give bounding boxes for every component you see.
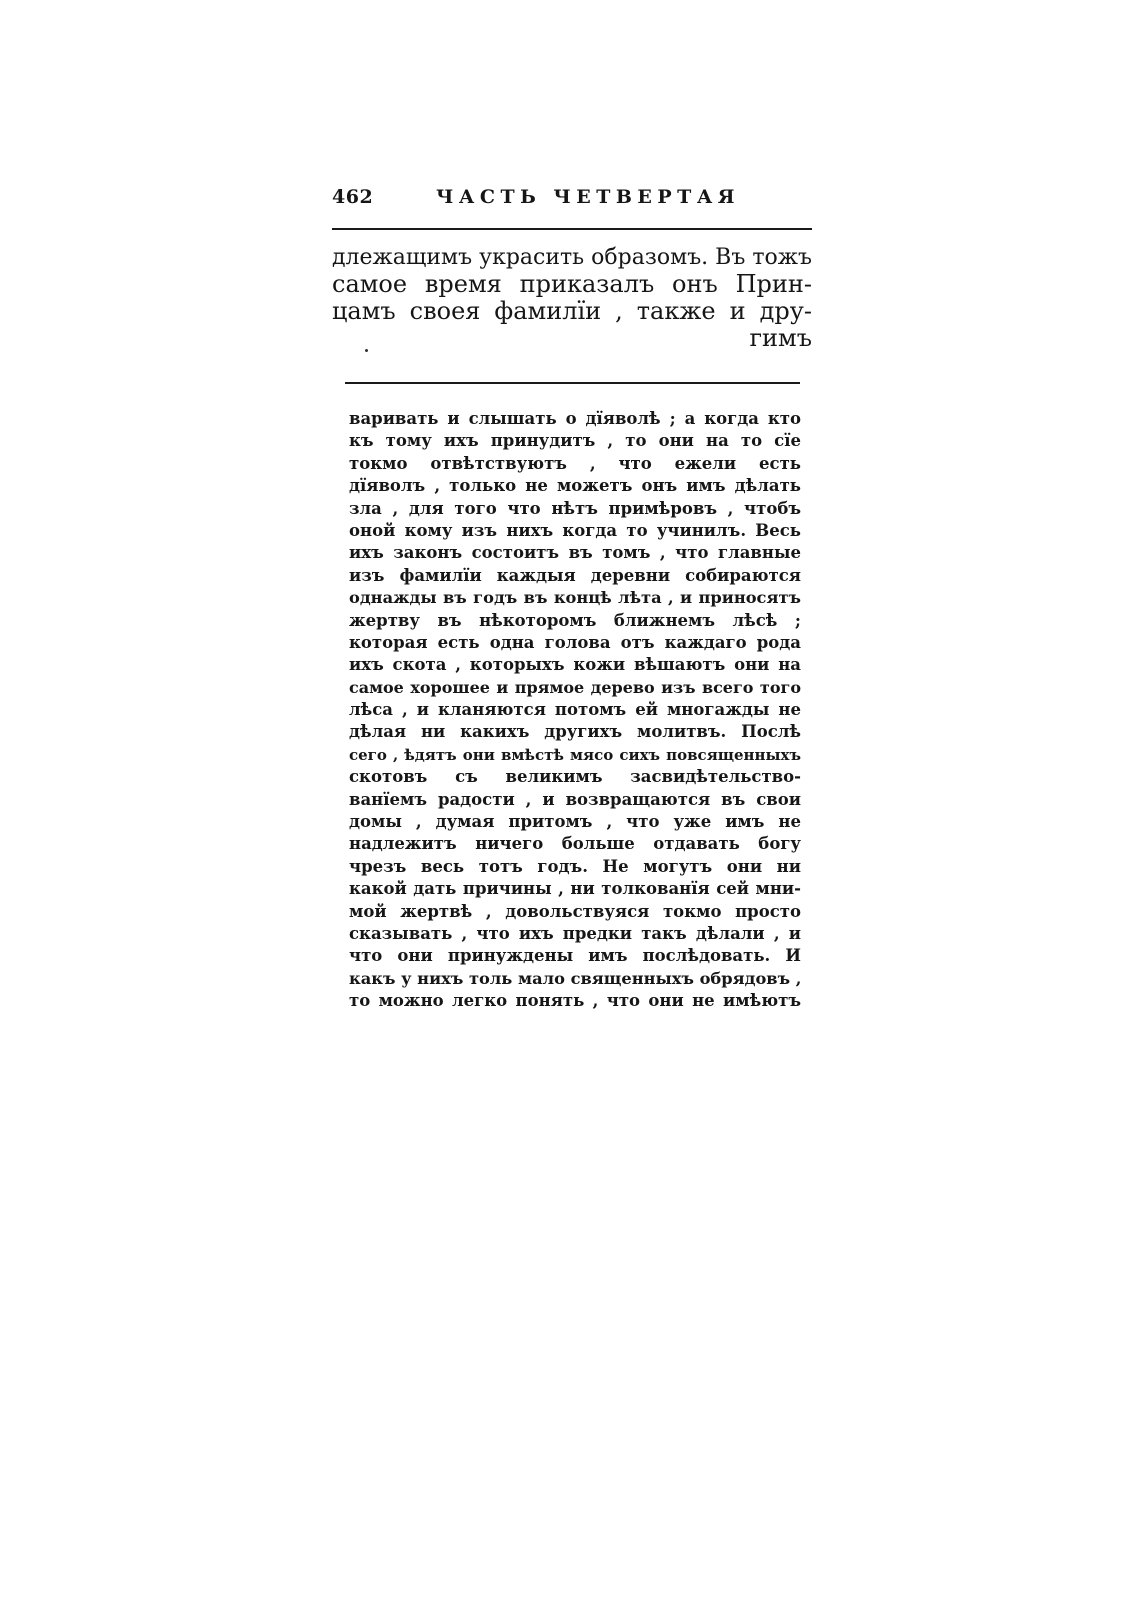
body-text-line: то можно легко понять , что они не имѣютъ	[349, 991, 801, 1011]
upper-text-line: гимъ	[749, 324, 812, 352]
body-text-line: мой жертвѣ , довольствуяся токмо просто	[349, 901, 801, 921]
running-head	[332, 186, 812, 216]
ink-speck	[365, 349, 368, 352]
body-text-line: сего , ѣдятъ они вмѣстѣ мясо сихъ повсященныхъ	[349, 745, 801, 764]
body-text-line: самое хорошее и прямое дерево изъ всего того	[349, 677, 801, 697]
body-text-line: скотовъ съ великимъ засвидѣтельство-	[349, 767, 801, 787]
body-text-line: домы , думая притомъ , что уже имъ не	[349, 812, 801, 832]
upper-text-line: длежащимъ украсить образомъ. Въ тожъ	[332, 245, 812, 270]
body-text-line: сказывать , что ихъ предки такъ дѣлали , и	[349, 923, 801, 943]
body-text-line: ихъ скота , которыхъ кожи вѣшаютъ они на	[349, 655, 801, 675]
body-text-line: зла , для того что нѣтъ примѣровъ , чтобъ	[349, 498, 801, 518]
body-text-line: жертву въ нѣкоторомъ ближнемъ лѣсѣ ;	[349, 610, 801, 630]
body-text-line: какъ у нихъ толь мало священныхъ обрядовъ ,	[349, 968, 801, 988]
body-text-line: варивать и слышать о дїяволѣ ; а когда кто	[349, 409, 801, 428]
upper-text-line: самое время приказалъ онъ Прин-	[332, 270, 812, 298]
page-number: 462	[332, 186, 374, 208]
body-text-line: однажды въ годъ въ концѣ лѣта , и приносятъ	[349, 588, 801, 608]
body-text-line: изъ фамилїи каждыя деревни собираются	[349, 565, 801, 585]
section-title: ЧАСТЬ ЧЕТВЕРТАЯ	[436, 186, 741, 208]
body-text-line: къ тому ихъ принудитъ , то они на то сїе	[349, 431, 801, 451]
body-text-line: ванїемъ радости , и возвращаются въ свои	[349, 789, 801, 809]
body-text-line: дѣлая ни какихъ другихъ молитвъ. Послѣ	[349, 722, 801, 742]
section-divider-rule	[345, 382, 800, 384]
body-text-block	[349, 408, 801, 1013]
body-text-line: дїяволъ , только не можетъ онъ имъ дѣлать	[349, 476, 801, 496]
body-text-line: которая есть одна голова отъ каждаго рода	[349, 632, 801, 652]
body-text-line: чрезъ весь тотъ годъ. Не могутъ они ни	[349, 856, 801, 876]
body-text-line: ихъ законъ состоитъ въ томъ , что главные	[349, 543, 801, 563]
body-text-line: какой дать причины , ни толкованїя сей мни-	[349, 879, 801, 899]
body-text-line: что они принуждены имъ послѣдовать. И	[349, 946, 801, 966]
body-text-line: надлежитъ ничего больше отдавать богу	[349, 834, 801, 854]
upper-text-line: цамъ своея фамилїи , также и дру-	[332, 297, 812, 325]
body-text-line: токмо отвѣтствуютъ , что ежели есть	[349, 453, 801, 473]
header-rule	[332, 228, 812, 230]
body-text-line: лѣса , и кланяются потомъ ей многажды не	[349, 700, 801, 720]
upper-text-block	[332, 244, 812, 352]
body-text-line: оной кому изъ нихъ когда то учинилъ. Весь	[349, 520, 801, 540]
